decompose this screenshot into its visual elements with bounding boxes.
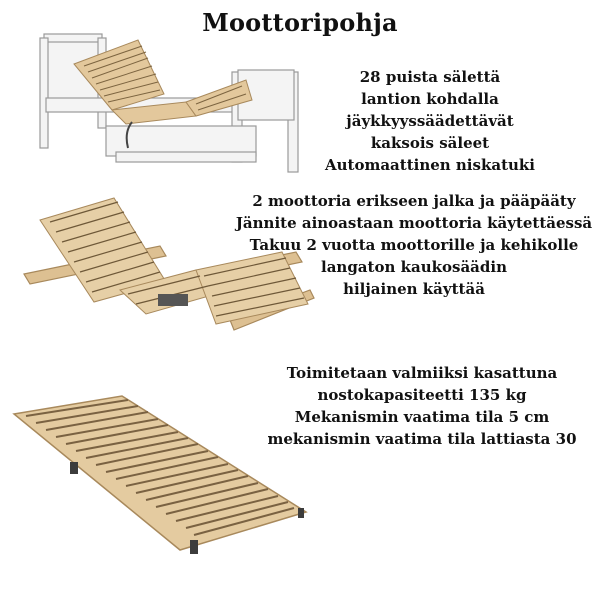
feature-line: mekanismin vaatima tila lattiasta 30 (267, 430, 577, 448)
feature-line: Toimitetaan valmiiksi kasattuna (286, 364, 558, 382)
feature-line: lantion kohdalla (361, 90, 499, 108)
feature-line: nostokapasiteetti 135 kg (317, 386, 527, 404)
features-list-1 (300, 66, 560, 176)
feature-line: Jännite ainoastaan moottoria käytettäessä (235, 214, 593, 232)
feature-line: langaton kaukosäädin (321, 258, 507, 276)
feature-line: Automaattinen niskatuki (324, 156, 535, 174)
features-list-3 (252, 362, 592, 450)
feature-line: 28 puista sälettä (359, 68, 501, 86)
feature-line: Takuu 2 vuotta moottorille ja kehikolle (249, 236, 579, 254)
page-title: Moottoripohja (202, 8, 398, 37)
feature-line: Mekanismin vaatima tila 5 cm (294, 408, 550, 426)
bed-frame-image (36, 32, 306, 182)
feature-line: 2 moottoria erikseen jalka ja pääpääty (252, 192, 576, 210)
features-list-2 (228, 190, 600, 300)
feature-line: kaksois säleet (370, 134, 490, 152)
feature-line: jäykkyyssäädettävät (346, 112, 514, 130)
feature-line: hiljainen käyttää (343, 280, 485, 298)
